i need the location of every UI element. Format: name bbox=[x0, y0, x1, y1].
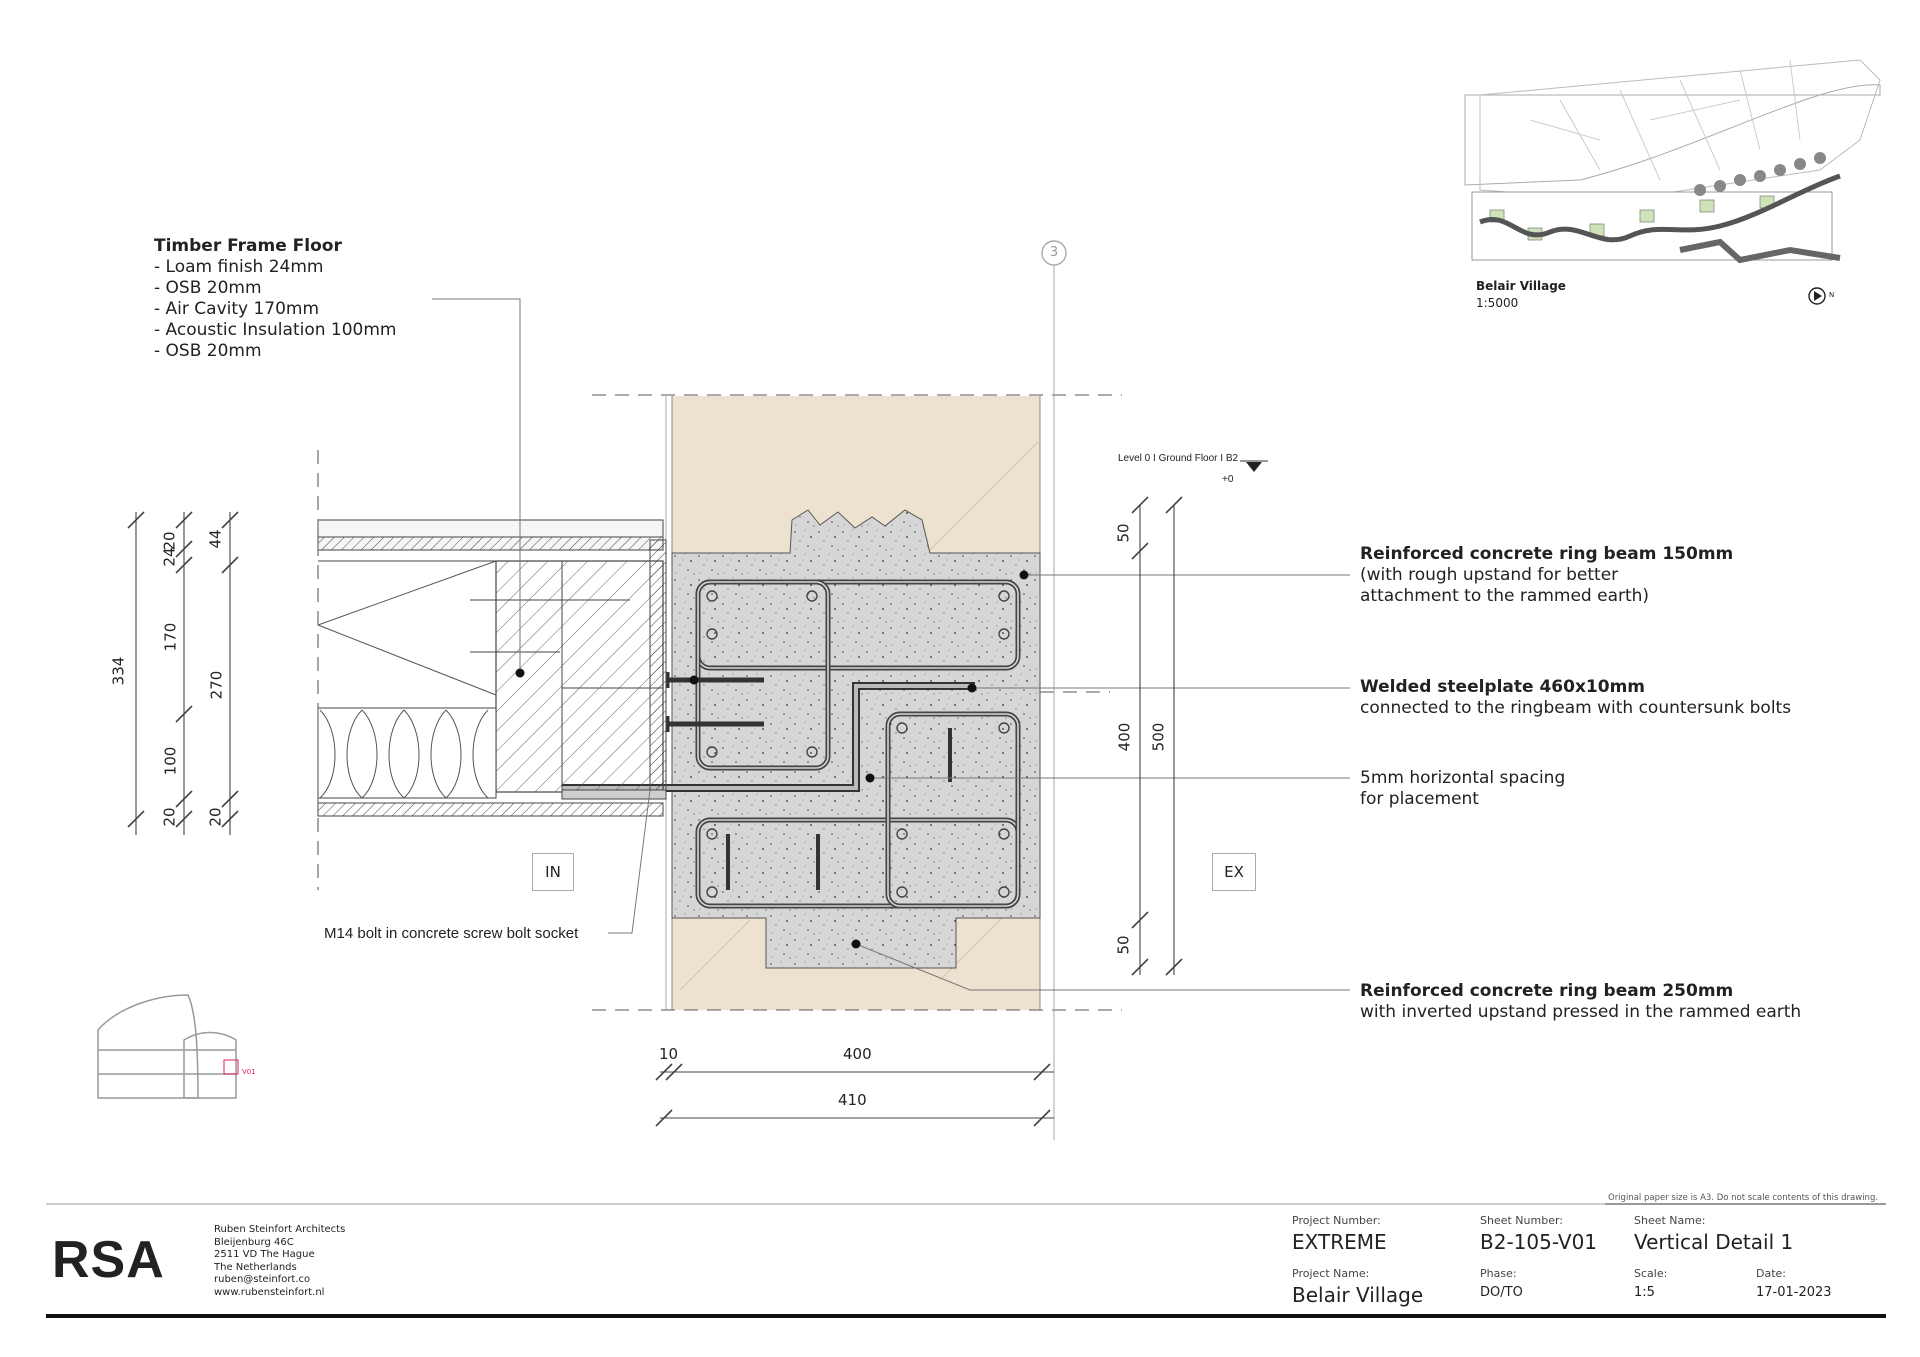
callout-ring-beam-150 bbox=[1360, 544, 1733, 607]
grid-number: 3 bbox=[1049, 245, 1059, 260]
dim-label: 270 bbox=[207, 670, 226, 700]
sheet-name-label: Sheet Name: bbox=[1634, 1214, 1706, 1227]
sheet-number: B2-105-V01 bbox=[1480, 1230, 1598, 1254]
callout-text: for placement bbox=[1360, 789, 1479, 809]
mini-key-tag: V01 bbox=[242, 1068, 256, 1076]
address-line: Bleijenburg 46C bbox=[214, 1236, 294, 1248]
dim-label: 20 bbox=[160, 531, 179, 551]
dim-label: 44 bbox=[206, 529, 225, 549]
sheet-number-label: Sheet Number: bbox=[1480, 1214, 1563, 1227]
dim-label: 500 bbox=[1149, 722, 1168, 752]
floor-spec-layer: - Acoustic Insulation 100mm bbox=[154, 320, 397, 340]
dim-label: 410 bbox=[838, 1091, 867, 1109]
level-label: Level 0 I Ground Floor I B2 bbox=[1118, 453, 1239, 464]
keyplan-title: Belair Village bbox=[1476, 279, 1566, 293]
callout-ring-beam-250 bbox=[1360, 981, 1801, 1023]
callout-bolt: M14 bolt in concrete screw bolt socket bbox=[324, 925, 579, 942]
callout-title: Reinforced concrete ring beam 250mm bbox=[1360, 981, 1734, 1001]
address-line: The Netherlands bbox=[214, 1261, 297, 1273]
floor-spec-title: Timber Frame Floor bbox=[154, 236, 342, 256]
tag-ex: EX bbox=[1212, 853, 1256, 891]
dim-label: 50 bbox=[1114, 935, 1133, 955]
floor-spec-layer: - OSB 20mm bbox=[154, 341, 262, 361]
scale-label: Scale: bbox=[1634, 1267, 1668, 1280]
dim-label: 24 bbox=[160, 547, 179, 567]
dim-label: 334 bbox=[109, 656, 128, 686]
callout-text: (with rough upstand for better bbox=[1360, 565, 1619, 585]
project-number-label: Project Number: bbox=[1292, 1214, 1381, 1227]
keyplan bbox=[1465, 60, 1880, 304]
mini-key bbox=[98, 995, 238, 1098]
floor-spec-layer: - OSB 20mm bbox=[154, 278, 262, 298]
level-marker bbox=[1240, 461, 1268, 472]
office-address bbox=[214, 1224, 345, 1299]
paper-note: Original paper size is A3. Do not scale contents of this drawing. bbox=[1608, 1193, 1879, 1203]
north-label: N bbox=[1829, 291, 1835, 299]
callout-spacing bbox=[1360, 768, 1565, 810]
dim-label: 170 bbox=[161, 622, 180, 652]
dim-label: 400 bbox=[843, 1045, 872, 1063]
address-line: www.rubensteinfort.nl bbox=[214, 1286, 325, 1298]
logo: RSA bbox=[52, 1231, 165, 1289]
sheet-name: Vertical Detail 1 bbox=[1634, 1230, 1794, 1254]
callout-title: Welded steelplate 460x10mm bbox=[1360, 677, 1645, 697]
project-name-label: Project Name: bbox=[1292, 1267, 1370, 1280]
date: 17-01-2023 bbox=[1756, 1285, 1832, 1300]
callout-text: with inverted upstand pressed in the rammed earth bbox=[1360, 1002, 1802, 1022]
dim-label: 10 bbox=[659, 1045, 679, 1063]
project-number: EXTREME bbox=[1292, 1230, 1387, 1254]
floor-spec bbox=[154, 236, 396, 362]
project-name: Belair Village bbox=[1292, 1283, 1424, 1307]
timber-floor bbox=[318, 520, 666, 816]
phase-label: Phase: bbox=[1480, 1267, 1517, 1280]
dim-label: 20 bbox=[160, 807, 179, 827]
floor-spec-layer: - Air Cavity 170mm bbox=[154, 299, 320, 319]
dim-label: 20 bbox=[206, 807, 225, 827]
grid-line bbox=[1042, 241, 1066, 1140]
phase: DO/TO bbox=[1480, 1285, 1523, 1300]
scale: 1:5 bbox=[1634, 1285, 1655, 1300]
callout-title: Reinforced concrete ring beam 150mm bbox=[1360, 544, 1734, 564]
keyplan-scale: 1:5000 bbox=[1476, 296, 1519, 310]
callout-steelplate bbox=[1360, 677, 1791, 719]
address-line: 2511 VD The Hague bbox=[214, 1249, 315, 1260]
address-line: ruben@steinfort.co bbox=[214, 1274, 311, 1285]
callout-text: attachment to the rammed earth) bbox=[1360, 586, 1650, 606]
tag-in: IN bbox=[532, 853, 574, 891]
floor-spec-layer: - Loam finish 24mm bbox=[154, 257, 324, 277]
date-label: Date: bbox=[1756, 1267, 1786, 1280]
dim-label: 400 bbox=[1115, 722, 1134, 752]
callout-text: 5mm horizontal spacing bbox=[1360, 768, 1566, 788]
dim-label: 100 bbox=[161, 746, 180, 776]
address-line: Ruben Steinfort Architects bbox=[214, 1224, 346, 1235]
dim-label: 50 bbox=[1114, 523, 1133, 543]
callout-text: connected to the ringbeam with countersunk bolts bbox=[1360, 698, 1792, 718]
level-value: +0 bbox=[1222, 474, 1234, 485]
